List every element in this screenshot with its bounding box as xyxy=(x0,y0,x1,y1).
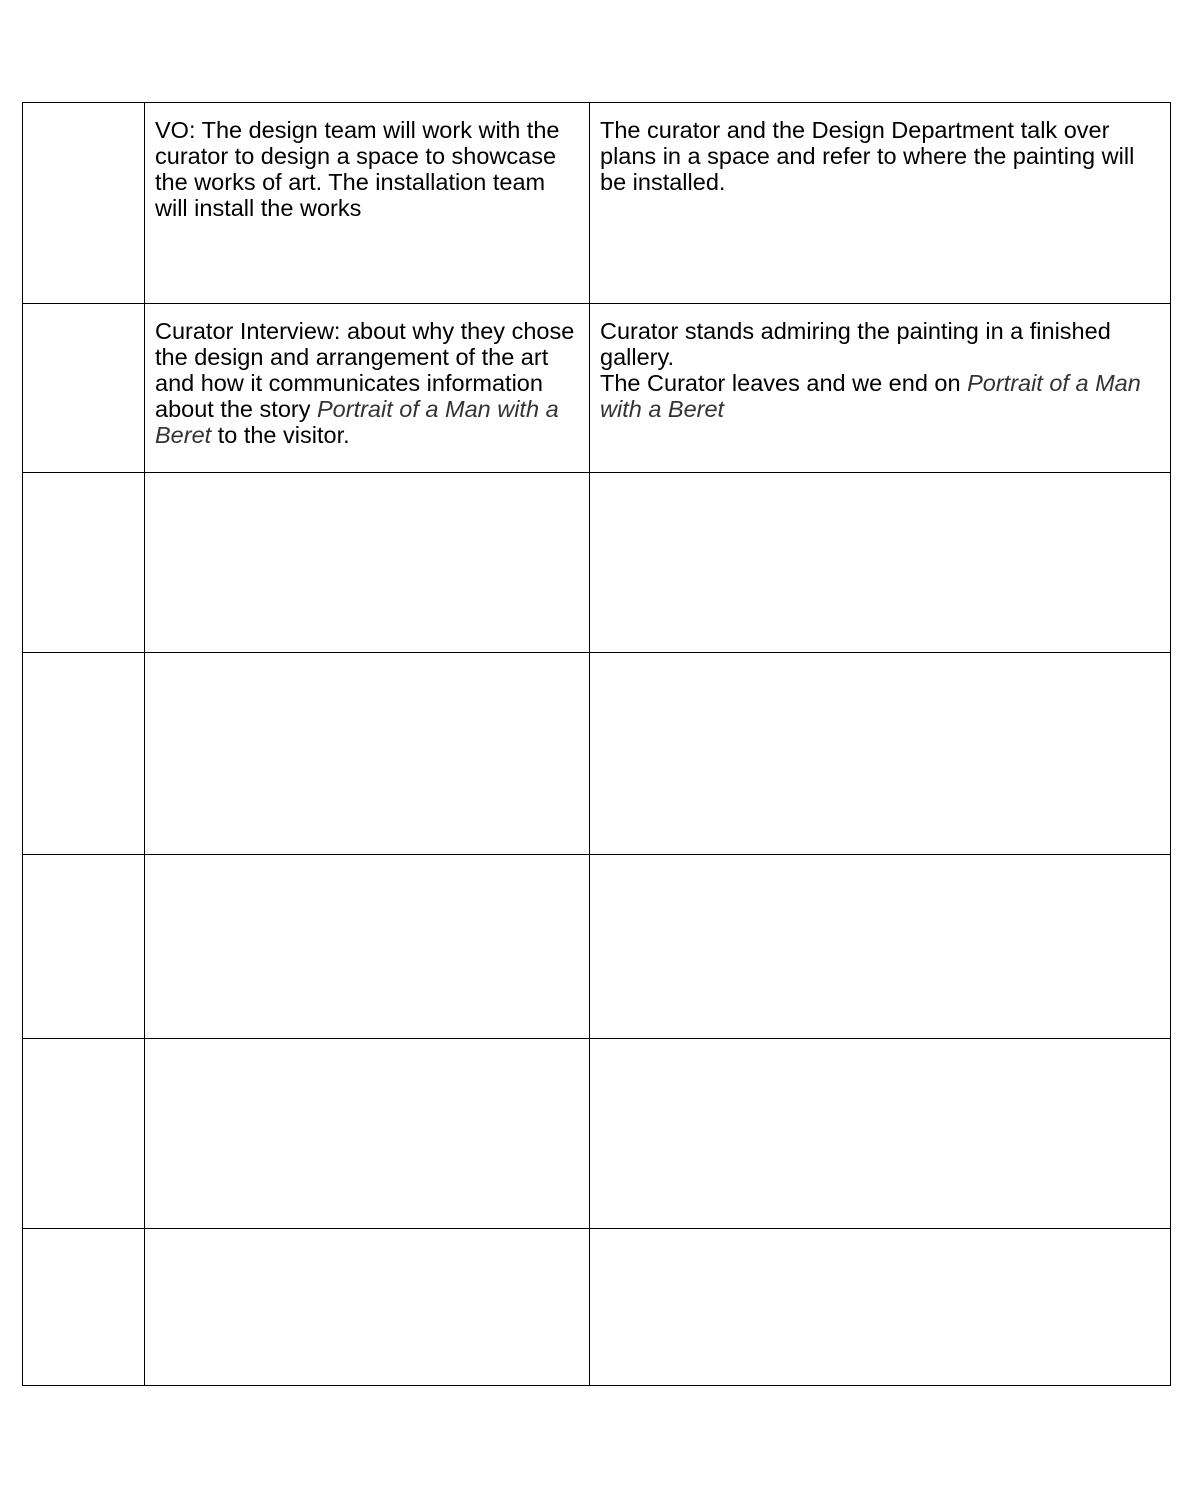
visual-cell xyxy=(590,304,1171,473)
artwork-title: Portrait of a Man with a Beret xyxy=(155,396,559,448)
artwork-title: Portrait of a Man with a Beret xyxy=(600,370,1141,422)
audio-text: Curator Interview: about why they chose the design and arrangement of the art and how it communicates information about the story xyxy=(155,318,575,422)
visual-cell xyxy=(590,653,1171,855)
audio-cell xyxy=(145,653,590,855)
visual-cell xyxy=(590,1039,1171,1229)
visual-cell xyxy=(590,855,1171,1039)
table-row xyxy=(23,855,1171,1039)
audio-cell xyxy=(145,855,590,1039)
shot-cell xyxy=(23,473,145,653)
audio-text-end: to the visitor. xyxy=(211,422,350,448)
table-row xyxy=(23,473,1171,653)
visual-line-2: The Curator leaves and we end on xyxy=(600,370,968,396)
visual-cell xyxy=(590,1229,1171,1386)
shot-cell xyxy=(23,1039,145,1229)
table-row xyxy=(23,653,1171,855)
table-row xyxy=(23,304,1171,473)
shot-cell xyxy=(23,1229,145,1386)
shot-cell xyxy=(23,103,145,304)
audio-cell xyxy=(145,473,590,653)
table-row xyxy=(23,1229,1171,1386)
visual-line-1: Curator stands admiring the painting in a finished gallery. xyxy=(600,318,1111,370)
shot-cell xyxy=(23,653,145,855)
audio-cell xyxy=(145,1229,590,1386)
visual-cell xyxy=(590,473,1171,653)
audio-cell xyxy=(145,1039,590,1229)
audio-cell: VO: The design team will work with the curator to design a space to showcase the works of art. The installation team will install the works xyxy=(145,103,590,304)
table-row xyxy=(23,1039,1171,1229)
script-table xyxy=(22,102,1171,1386)
visual-cell: The curator and the Design Department talk over plans in a space and refer to where the painting will be installed. xyxy=(590,103,1171,304)
shot-cell xyxy=(23,855,145,1039)
audio-cell xyxy=(145,304,590,473)
table-row xyxy=(23,103,1171,304)
shot-cell xyxy=(23,304,145,473)
